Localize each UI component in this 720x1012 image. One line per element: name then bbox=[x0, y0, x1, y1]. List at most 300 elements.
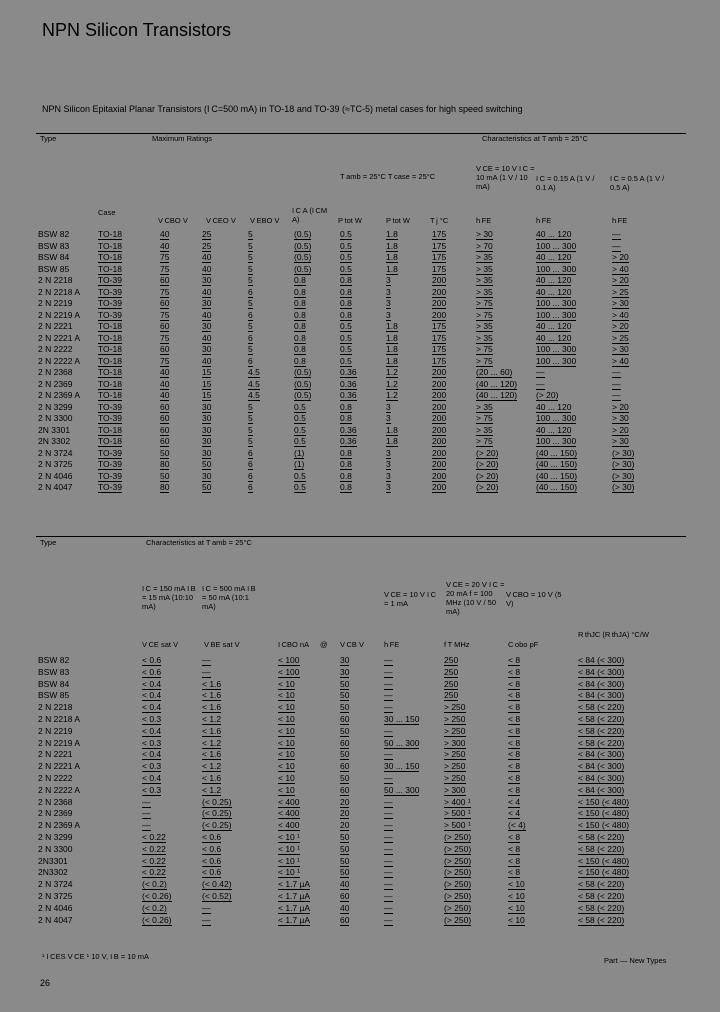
value-cell: < 400 bbox=[278, 820, 300, 831]
value-cell: > 75 bbox=[476, 309, 493, 320]
value-cell: — bbox=[384, 879, 393, 890]
value-cell: 3 bbox=[386, 401, 391, 412]
value-cell: (0.5) bbox=[294, 367, 312, 377]
value-cell: 0.5 bbox=[294, 424, 306, 435]
type-cell: BSW 83 bbox=[38, 666, 70, 677]
value-cell: 3 bbox=[386, 309, 391, 320]
value-cell: (> 20) bbox=[476, 470, 499, 481]
value-cell: < 8 bbox=[508, 773, 521, 783]
value-cell: TO-18 bbox=[98, 229, 122, 239]
value-cell: 50 bbox=[340, 855, 350, 866]
value-cell: 100 ... 300 bbox=[536, 240, 577, 251]
value-cell: TO-18 bbox=[98, 321, 122, 331]
value-cell: TO-39 bbox=[98, 298, 122, 308]
col-icbo: I CBO nA bbox=[278, 640, 310, 649]
value-cell: 0.8 bbox=[340, 482, 352, 492]
value-cell: — bbox=[612, 229, 621, 239]
type-cell: 2 N 2222 bbox=[38, 773, 73, 783]
type-cell: 2N 3301 bbox=[38, 424, 71, 435]
col-rth: R thJC (R thJA) °C/W bbox=[578, 630, 650, 639]
type-header: Type bbox=[40, 134, 57, 143]
hfe-condition: V CE = 10 V I C = 1 mA bbox=[384, 590, 436, 608]
value-cell: 60 bbox=[160, 424, 170, 435]
value-cell: < 58 (< 220) bbox=[578, 879, 625, 890]
value-cell: 175 bbox=[432, 240, 447, 251]
value-cell: < 0.6 bbox=[202, 832, 222, 842]
value-cell: < 0.22 bbox=[142, 832, 166, 842]
value-cell: < 10 bbox=[508, 891, 525, 901]
value-cell: 0.5 bbox=[340, 252, 352, 262]
value-cell: < 0.6 bbox=[142, 655, 162, 665]
value-cell: 6 bbox=[248, 447, 253, 458]
value-cell: 40 ... 120 bbox=[536, 275, 572, 285]
value-cell: TO-18 bbox=[98, 436, 122, 446]
value-cell: > 25 bbox=[612, 286, 629, 297]
value-cell: 30 bbox=[202, 447, 212, 458]
value-cell: — bbox=[142, 796, 151, 807]
value-cell: < 10 ¹ bbox=[278, 867, 300, 878]
value-cell: 4.5 bbox=[248, 367, 260, 377]
value-cell: (< 0.26) bbox=[142, 914, 172, 925]
type-cell: BSW 85 bbox=[38, 263, 70, 274]
table-row bbox=[38, 298, 678, 309]
value-cell: 1.8 bbox=[386, 436, 398, 446]
value-cell: — bbox=[384, 832, 393, 842]
value-cell: < 8 bbox=[508, 867, 521, 878]
value-cell: 4.5 bbox=[248, 390, 260, 400]
value-cell: 80 bbox=[160, 459, 170, 469]
table-row bbox=[38, 667, 678, 678]
value-cell: > 20 bbox=[612, 321, 629, 331]
value-cell: 1.8 bbox=[386, 229, 398, 239]
value-cell: > 40 bbox=[612, 355, 629, 366]
value-cell: 40 ... 120 bbox=[536, 332, 572, 343]
value-cell: 60 bbox=[340, 737, 350, 748]
value-cell: (< 0.2) bbox=[142, 879, 167, 890]
value-cell: < 1.6 bbox=[202, 690, 222, 701]
col-ft: f T MHz bbox=[444, 640, 470, 649]
table-row bbox=[38, 425, 678, 436]
type-cell: BSW 84 bbox=[38, 678, 70, 689]
value-cell: < 8 bbox=[508, 666, 521, 677]
value-cell: — bbox=[384, 855, 393, 866]
value-cell: — bbox=[384, 820, 393, 831]
value-cell: > 40 bbox=[612, 263, 629, 274]
value-cell: < 8 bbox=[508, 702, 521, 713]
table-row bbox=[38, 471, 678, 482]
table-row bbox=[38, 482, 678, 493]
value-cell: > 30 bbox=[612, 298, 629, 308]
value-cell: — bbox=[202, 666, 211, 677]
value-cell: < 84 (< 300) bbox=[578, 749, 625, 760]
value-cell: < 8 bbox=[508, 784, 521, 795]
value-cell: < 1.6 bbox=[202, 749, 222, 760]
value-cell: 175 bbox=[432, 332, 447, 343]
col-case: Case bbox=[98, 208, 116, 217]
value-cell: < 10 bbox=[278, 690, 295, 701]
value-cell: 15 bbox=[202, 367, 212, 377]
value-cell: < 0.4 bbox=[142, 690, 162, 701]
value-cell: 5 bbox=[248, 263, 253, 274]
value-cell: 0.5 bbox=[294, 401, 306, 412]
value-cell: (< 0.2) bbox=[142, 902, 167, 913]
value-cell: 0.8 bbox=[294, 286, 306, 297]
value-cell: 1.2 bbox=[386, 367, 398, 377]
table-row bbox=[38, 761, 678, 772]
value-cell: TO-39 bbox=[98, 482, 122, 492]
value-cell: (0.5) bbox=[294, 263, 312, 274]
value-cell: TO-39 bbox=[98, 309, 122, 320]
value-cell: 0.36 bbox=[340, 436, 357, 446]
type-cell: 2 N 3299 bbox=[38, 401, 73, 412]
value-cell: < 10 bbox=[508, 914, 525, 925]
value-cell: — bbox=[384, 749, 393, 760]
value-cell: TO-39 bbox=[98, 401, 122, 412]
table-row bbox=[38, 229, 678, 240]
value-cell: < 150 (< 480) bbox=[578, 808, 630, 819]
value-cell: < 8 bbox=[508, 855, 521, 866]
value-cell: (20 ... 60) bbox=[476, 367, 513, 377]
value-cell: (> 250) bbox=[444, 832, 472, 842]
value-cell: 0.8 bbox=[340, 459, 352, 469]
value-cell: 0.5 bbox=[340, 263, 352, 274]
value-cell: (> 250) bbox=[444, 891, 472, 901]
value-cell: — bbox=[612, 367, 621, 377]
value-cell: 75 bbox=[160, 286, 170, 297]
value-cell: 3 bbox=[386, 275, 391, 285]
table-row bbox=[38, 367, 678, 378]
type-cell: 2N3302 bbox=[38, 867, 68, 878]
value-cell: < 0.3 bbox=[142, 737, 162, 748]
value-cell: < 0.22 bbox=[142, 855, 166, 866]
value-cell: 200 bbox=[432, 275, 447, 285]
value-cell: 30 ... 150 bbox=[384, 761, 420, 772]
value-cell: > 250 bbox=[444, 714, 466, 724]
col-vcbo: V CBO V bbox=[158, 216, 188, 225]
value-cell: 3 bbox=[386, 298, 391, 308]
table-row bbox=[38, 785, 678, 796]
type-cell: BSW 82 bbox=[38, 655, 70, 665]
table-row bbox=[38, 344, 678, 355]
table-row bbox=[38, 252, 678, 263]
value-cell: TO-18 bbox=[98, 240, 122, 251]
value-cell: < 58 (< 220) bbox=[578, 891, 625, 901]
type-cell: BSW 82 bbox=[38, 229, 70, 239]
value-cell: 20 bbox=[340, 808, 350, 819]
value-cell: > 30 bbox=[612, 344, 629, 354]
value-cell: — bbox=[142, 808, 151, 819]
value-cell: (0.5) bbox=[294, 240, 312, 251]
value-cell: 6 bbox=[248, 459, 253, 469]
value-cell: 100 ... 300 bbox=[536, 263, 577, 274]
value-cell: < 1.7 µA bbox=[278, 879, 311, 890]
value-cell: 60 bbox=[160, 344, 170, 354]
value-cell: < 400 bbox=[278, 796, 300, 807]
value-cell: 30 bbox=[202, 436, 212, 446]
value-cell: (1) bbox=[294, 459, 305, 469]
value-cell: 40 bbox=[160, 229, 170, 239]
type-cell: 2 N 3725 bbox=[38, 891, 73, 901]
type-cell: 2 N 2221 A bbox=[38, 332, 81, 343]
type-cell: 2 N 2219 bbox=[38, 725, 73, 736]
col-ptot2: P tot W bbox=[386, 216, 411, 225]
table-row bbox=[38, 820, 678, 831]
value-cell: 60 bbox=[340, 761, 350, 772]
table-row bbox=[38, 832, 678, 843]
value-cell: TO-18 bbox=[98, 263, 122, 274]
type-cell: 2 N 4046 bbox=[38, 902, 73, 913]
value-cell: < 1.6 bbox=[202, 725, 222, 736]
value-cell: 40 ... 120 bbox=[536, 321, 572, 331]
value-cell: — bbox=[384, 914, 393, 925]
value-cell: — bbox=[384, 843, 393, 854]
table-row bbox=[38, 655, 678, 666]
table-row bbox=[38, 714, 678, 725]
value-cell: < 1.7 µA bbox=[278, 914, 311, 925]
sat-condition: I C = 150 mA I B = 15 mA (10:10 mA) bbox=[142, 584, 196, 611]
col-vebo: V EBO V bbox=[250, 216, 280, 225]
hfe3-condition: I C = 0.5 A (1 V / 0.5 A) bbox=[610, 174, 665, 192]
value-cell: 50 bbox=[340, 702, 350, 713]
value-cell: 50 ... 300 bbox=[384, 784, 420, 795]
value-cell: 250 bbox=[444, 690, 459, 701]
characteristics-header: Characteristics at T amb = 25°C bbox=[146, 538, 252, 547]
type-cell: 2 N 3724 bbox=[38, 879, 73, 890]
type-cell: 2 N 3299 bbox=[38, 832, 73, 842]
value-cell: 50 bbox=[340, 773, 350, 783]
value-cell: < 10 bbox=[278, 702, 295, 713]
value-cell: 50 bbox=[340, 690, 350, 701]
value-cell: 5 bbox=[248, 424, 253, 435]
value-cell: 60 bbox=[160, 321, 170, 331]
table-row bbox=[38, 702, 678, 713]
value-cell: < 0.4 bbox=[142, 749, 162, 760]
value-cell: < 10 ¹ bbox=[278, 843, 300, 854]
value-cell: > 75 bbox=[476, 436, 493, 446]
col-tj: T j °C bbox=[430, 216, 449, 225]
value-cell: < 8 bbox=[508, 690, 521, 701]
value-cell: (> 20) bbox=[476, 482, 499, 492]
value-cell: (< 4) bbox=[508, 820, 526, 831]
value-cell: — bbox=[384, 690, 393, 701]
table-row bbox=[38, 879, 678, 890]
value-cell: 50 bbox=[202, 482, 212, 492]
value-cell: 3 bbox=[386, 447, 391, 458]
table-row bbox=[38, 891, 678, 902]
value-cell: < 10 bbox=[278, 725, 295, 736]
value-cell: < 8 bbox=[508, 725, 521, 736]
value-cell: 200 bbox=[432, 298, 447, 308]
type-cell: 2 N 2218 A bbox=[38, 714, 81, 724]
table-row bbox=[38, 808, 678, 819]
value-cell: > 35 bbox=[476, 275, 493, 285]
col-ptot1: P tot W bbox=[338, 216, 363, 225]
value-cell: 6 bbox=[248, 309, 253, 320]
value-cell: 0.5 bbox=[340, 344, 352, 354]
value-cell: — bbox=[384, 702, 393, 713]
value-cell: < 100 bbox=[278, 655, 300, 665]
value-cell: 175 bbox=[432, 355, 447, 366]
value-cell: < 10 bbox=[508, 902, 525, 913]
value-cell: — bbox=[384, 796, 393, 807]
value-cell: (< 0.25) bbox=[202, 808, 232, 819]
value-cell: 40 bbox=[160, 240, 170, 251]
value-cell: < 8 bbox=[508, 655, 521, 665]
value-cell: 50 bbox=[340, 867, 350, 878]
value-cell: 100 ... 300 bbox=[536, 355, 577, 366]
type-cell: 2 N 2221 bbox=[38, 749, 73, 760]
value-cell: 15 bbox=[202, 378, 212, 389]
value-cell: < 58 (< 220) bbox=[578, 737, 625, 748]
value-cell: > 35 bbox=[476, 321, 493, 331]
value-cell: 1.8 bbox=[386, 424, 398, 435]
page-number: 26 bbox=[40, 978, 51, 988]
value-cell: 50 bbox=[340, 843, 350, 854]
value-cell: (40 ... 150) bbox=[536, 459, 578, 469]
value-cell: 60 bbox=[340, 714, 350, 724]
value-cell: 200 bbox=[432, 309, 447, 320]
type-cell: 2 N 2369 A bbox=[38, 390, 81, 400]
table-row bbox=[38, 333, 678, 344]
value-cell: 60 bbox=[160, 298, 170, 308]
value-cell: — bbox=[612, 240, 621, 251]
value-cell: — bbox=[384, 891, 393, 901]
type-cell: 2 N 4046 bbox=[38, 470, 73, 481]
value-cell: > 75 bbox=[476, 355, 493, 366]
value-cell: 80 bbox=[160, 482, 170, 492]
value-cell: 30 bbox=[202, 401, 212, 412]
value-cell: < 1.6 bbox=[202, 702, 222, 713]
value-cell: < 58 (< 220) bbox=[578, 714, 625, 724]
value-cell: 40 bbox=[160, 367, 170, 377]
value-cell: 100 ... 300 bbox=[536, 344, 577, 354]
value-cell: 40 bbox=[202, 309, 212, 320]
value-cell: < 1.2 bbox=[202, 784, 222, 795]
value-cell: 30 bbox=[202, 298, 212, 308]
value-cell: 0.8 bbox=[294, 332, 306, 343]
value-cell: < 150 (< 480) bbox=[578, 855, 630, 866]
table-row bbox=[38, 915, 678, 926]
divider bbox=[36, 536, 686, 537]
type-cell: 2N3301 bbox=[38, 855, 68, 866]
value-cell: 200 bbox=[432, 413, 447, 423]
value-cell: 5 bbox=[248, 240, 253, 251]
value-cell: 5 bbox=[248, 275, 253, 285]
col-vceo: V CEO V bbox=[206, 216, 236, 225]
value-cell: 30 bbox=[202, 470, 212, 481]
table-row bbox=[38, 726, 678, 737]
value-cell: > 500 ¹ bbox=[444, 808, 471, 819]
type-cell: BSW 84 bbox=[38, 252, 70, 262]
table-row bbox=[38, 321, 678, 332]
value-cell: — bbox=[384, 867, 393, 878]
type-cell: 2 N 2221 A bbox=[38, 761, 81, 772]
value-cell: > 35 bbox=[476, 286, 493, 297]
value-cell: (40 ... 120) bbox=[476, 378, 518, 389]
type-cell: 2 N 2368 bbox=[38, 796, 73, 807]
value-cell: > 250 bbox=[444, 725, 466, 736]
value-cell: < 58 (< 220) bbox=[578, 914, 625, 925]
col-hfe3: h FE bbox=[612, 216, 628, 225]
value-cell: 5 bbox=[248, 436, 253, 446]
value-cell: < 84 (< 300) bbox=[578, 784, 625, 795]
value-cell: 0.5 bbox=[340, 321, 352, 331]
value-cell: 0.8 bbox=[340, 309, 352, 320]
value-cell: < 8 bbox=[508, 761, 521, 772]
table-row bbox=[38, 690, 678, 701]
value-cell: TO-18 bbox=[98, 390, 122, 400]
value-cell: 30 bbox=[202, 344, 212, 354]
value-cell: < 0.6 bbox=[142, 666, 162, 677]
value-cell: 40 bbox=[160, 378, 170, 389]
value-cell: < 10 bbox=[278, 761, 295, 772]
value-cell: < 1.6 bbox=[202, 678, 222, 689]
value-cell: < 58 (< 220) bbox=[578, 843, 625, 854]
type-cell: 2 N 2218 bbox=[38, 702, 73, 713]
value-cell: 0.8 bbox=[340, 413, 352, 423]
value-cell: > 250 bbox=[444, 773, 466, 783]
table-row bbox=[38, 287, 678, 298]
value-cell: < 0.4 bbox=[142, 725, 162, 736]
type-cell: 2 N 2219 A bbox=[38, 737, 81, 748]
value-cell: TO-18 bbox=[98, 252, 122, 262]
value-cell: 40 ... 120 bbox=[536, 252, 572, 262]
value-cell: 40 ... 120 bbox=[536, 424, 572, 435]
value-cell: 75 bbox=[160, 355, 170, 366]
value-cell: 0.8 bbox=[294, 298, 306, 308]
value-cell: < 0.4 bbox=[142, 773, 162, 783]
value-cell: — bbox=[384, 773, 393, 783]
page-title: NPN Silicon Transistors bbox=[42, 20, 232, 40]
value-cell: 30 bbox=[340, 666, 350, 677]
table-row bbox=[38, 773, 678, 784]
value-cell: 75 bbox=[160, 332, 170, 343]
value-cell: 50 bbox=[160, 447, 170, 458]
value-cell: > 400 ¹ bbox=[444, 796, 471, 807]
value-cell: < 0.6 bbox=[202, 843, 222, 854]
value-cell: (< 0.52) bbox=[202, 891, 232, 901]
value-cell: 15 bbox=[202, 390, 212, 400]
value-cell: < 8 bbox=[508, 678, 521, 689]
value-cell: < 8 bbox=[508, 737, 521, 748]
value-cell: < 84 (< 300) bbox=[578, 773, 625, 783]
value-cell: 50 bbox=[340, 725, 350, 736]
table-row bbox=[38, 264, 678, 275]
sat2-condition: I C = 500 mA I B = 50 mA (10:1 mA) bbox=[202, 584, 256, 611]
table-row bbox=[38, 797, 678, 808]
value-cell: < 10 bbox=[278, 773, 295, 783]
table-row bbox=[38, 749, 678, 760]
value-cell: 250 bbox=[444, 655, 459, 665]
value-cell: 200 bbox=[432, 390, 447, 400]
value-cell: < 10 bbox=[278, 678, 295, 689]
type-cell: 2 N 2218 bbox=[38, 275, 73, 285]
value-cell: (40 ... 150) bbox=[536, 447, 578, 458]
value-cell: 1.8 bbox=[386, 344, 398, 354]
type-cell: 2 N 2369 bbox=[38, 378, 73, 389]
value-cell: 250 bbox=[444, 666, 459, 677]
value-cell: 60 bbox=[160, 401, 170, 412]
value-cell: > 20 bbox=[612, 252, 629, 262]
value-cell: > 75 bbox=[476, 344, 493, 354]
value-cell: 200 bbox=[432, 367, 447, 377]
value-cell: 30 bbox=[202, 424, 212, 435]
value-cell: TO-39 bbox=[98, 447, 122, 458]
value-cell: < 58 (< 220) bbox=[578, 702, 625, 713]
type-cell: 2 N 2219 A bbox=[38, 309, 81, 320]
value-cell: 1.2 bbox=[386, 390, 398, 400]
value-cell: 0.8 bbox=[294, 344, 306, 354]
